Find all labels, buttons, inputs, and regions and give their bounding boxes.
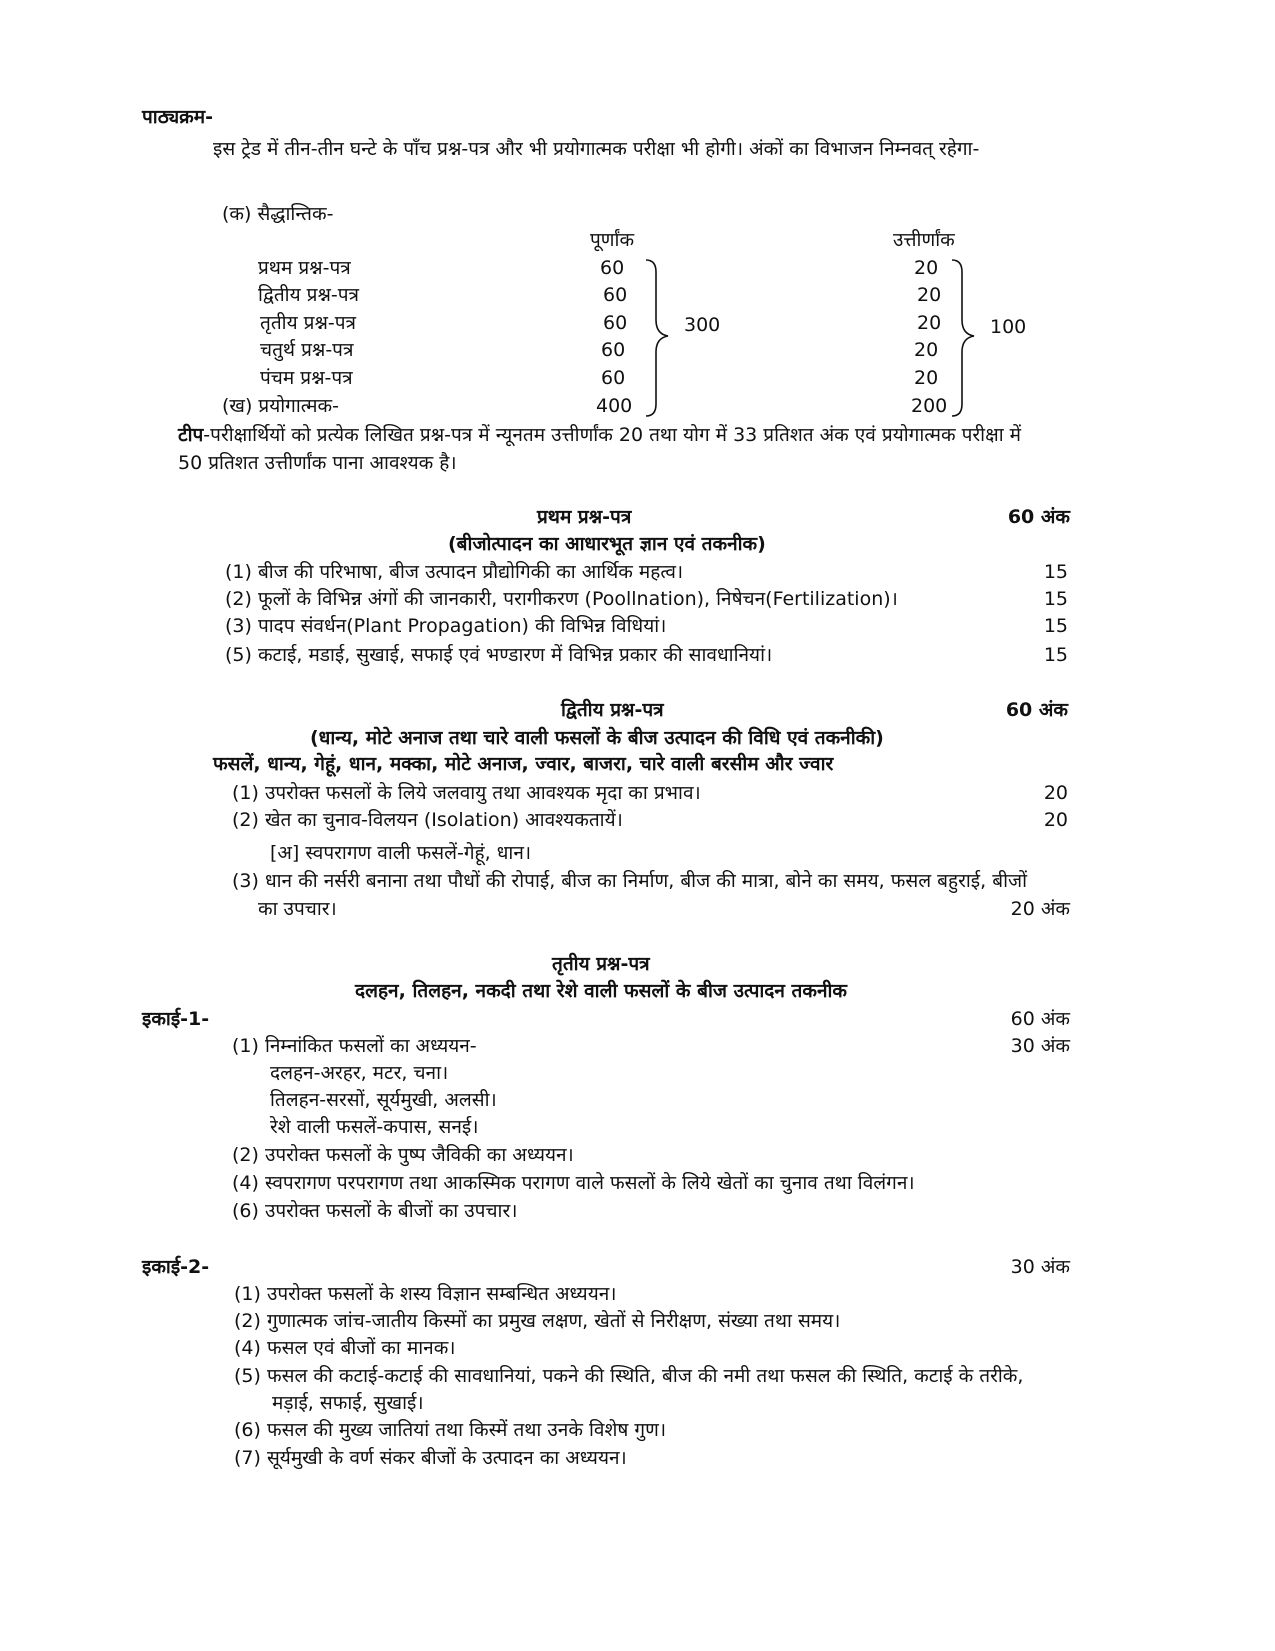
unit2-label: इकाई-2- bbox=[142, 1256, 210, 1278]
table-row-pass: 20 bbox=[917, 312, 942, 334]
intro-text: इस ट्रेड में तीन-तीन घन्टे के पाँच प्रश्न-पत्र और भी प्रयोगात्मक परीक्षा भी होगी। अंकों का विभाजन निम्नवत् रहेगा- bbox=[213, 138, 980, 160]
list-item: (3) पादप संवर्धन(Plant Propagation) की विभिन्न विधियां। bbox=[225, 615, 667, 637]
table-row-full: 60 bbox=[603, 284, 628, 306]
list-item: (4) स्वपरागण परपरागण तथा आकस्मिक परागण वाले फसलों के लिये खेतों का चुनाव तथा विलंगन। bbox=[232, 1172, 915, 1194]
list-item-continuation: का उपचार। bbox=[258, 898, 337, 920]
list-item: (6) उपरोक्त फसलों के बीजों का उपचार। bbox=[232, 1200, 518, 1222]
sub-item: दलहन-अरहर, मटर, चना। bbox=[270, 1062, 449, 1084]
list-item: (5) फसल की कटाई-कटाई की सावधानियां, पकने की स्थिति, बीज की नमी तथा फसल की स्थिति, कटाई के तरीके, bbox=[234, 1365, 1024, 1387]
list-item: (3) धान की नर्सरी बनाना तथा पौधों की रोपाई, बीज का निर्माण, बीज की मात्रा, बोने का समय, फसल बहुराई, बीजों bbox=[232, 870, 1028, 892]
item-marks: 15 bbox=[1043, 615, 1068, 637]
table-row-full: 60 bbox=[601, 367, 626, 389]
unit1-label: इकाई-1- bbox=[142, 1008, 210, 1030]
list-item: (1) निम्नांकित फसलों का अध्ययन- bbox=[232, 1035, 477, 1057]
right-brace-icon bbox=[950, 258, 980, 418]
item-marks: 30 अंक bbox=[1010, 1035, 1070, 1057]
full-marks-header: पूर्णांक bbox=[590, 229, 635, 251]
table-row-full: 400 bbox=[596, 395, 633, 417]
list-item: (6) फसल की मुख्य जातियां तथा किस्में तथा उनके विशेष गुण। bbox=[234, 1419, 667, 1441]
list-item-continuation: मड़ाई, सफाई, सुखाई। bbox=[272, 1392, 424, 1414]
list-item: (1) उपरोक्त फसलों के लिये जलवायु तथा आवश्यक मृदा का प्रभाव। bbox=[232, 782, 701, 804]
note-label: टीप bbox=[178, 424, 204, 446]
list-item: (2) खेत का चुनाव-विलयन (Isolation) आवश्यकतायें। bbox=[232, 809, 623, 831]
paper2-subtitle: (धान्य, मोटे अनाज तथा चारे वाली फसलों के बीज उत्पादन की विधि एवं तकनीकी) bbox=[310, 727, 884, 749]
table-row-label: प्रथम प्रश्न-पत्र bbox=[258, 257, 351, 279]
item-marks: 15 bbox=[1043, 644, 1068, 666]
sub-item: रेशे वाली फसलें-कपास, सनई। bbox=[270, 1116, 479, 1138]
table-row-label: तृतीय प्रश्न-पत्र bbox=[260, 312, 357, 334]
paper1-marks: 60 अंक bbox=[1007, 506, 1070, 528]
table-row-label: चतुर्थ प्रश्न-पत्र bbox=[260, 339, 354, 361]
table-row-label: द्वितीय प्रश्न-पत्र bbox=[258, 284, 360, 306]
syllabus-heading: पाठ्यक्रम- bbox=[142, 106, 214, 128]
sub-item: तिलहन-सरसों, सूर्यमुखी, अलसी। bbox=[270, 1089, 497, 1111]
paper3-title: तृतीय प्रश्न-पत्र bbox=[552, 953, 650, 975]
unit1-marks: 60 अंक bbox=[1010, 1008, 1070, 1030]
paper2-crops: फसलें, धान्य, गेहूं, धान, मक्का, मोटे अनाज, ज्वार, बाजरा, चारे वाली बरसीम और ज्वार bbox=[213, 753, 834, 775]
note-text: -परीक्षार्थियों को प्रत्येक लिखित प्रश्न-पत्र में न्यूनतम उत्तीर्णांक 20 तथा योग में 33 प्रतिशत अंक एवं प्रयोगात्मक परीक्षा में bbox=[203, 424, 1022, 446]
item-marks: 15 bbox=[1043, 588, 1068, 610]
note-line-1 bbox=[178, 423, 1021, 447]
list-item: (1) उपरोक्त फसलों के शस्य विज्ञान सम्बन्धित अध्ययन। bbox=[234, 1283, 617, 1305]
theory-section-label: (क) सैद्धान्तिक- bbox=[222, 203, 334, 225]
paper2-marks: 60 अंक bbox=[1005, 699, 1068, 721]
pass-marks-header: उत्तीर्णांक bbox=[893, 229, 955, 251]
table-row-pass: 20 bbox=[914, 257, 939, 279]
list-item: (5) कटाई, मडाई, सुखाई, सफाई एवं भण्डारण में विभिन्न प्रकार की सावधानियां। bbox=[225, 644, 773, 666]
table-row-pass: 20 bbox=[914, 339, 939, 361]
table-row-pass: 200 bbox=[911, 395, 948, 417]
table-row-full: 60 bbox=[600, 257, 625, 279]
list-item: (2) फूलों के विभिन्न अंगों की जानकारी, परागीकरण (Poollnation), निषेचन(Fertilization)। bbox=[225, 588, 898, 610]
table-row-full: 60 bbox=[603, 312, 628, 334]
right-brace-icon bbox=[644, 258, 674, 418]
note-line-2: 50 प्रतिशत उत्तीर्णांक पाना आवश्यक है। bbox=[178, 452, 457, 474]
item-marks: 20 अंक bbox=[1010, 898, 1070, 920]
total-pass-marks: 100 bbox=[990, 316, 1027, 338]
list-item: (4) फसल एवं बीजों का मानक। bbox=[234, 1337, 456, 1359]
list-item: (1) बीज की परिभाषा, बीज उत्पादन प्रौद्योगिकी का आर्थिक महत्व। bbox=[225, 561, 684, 583]
paper1-subtitle: (बीजोत्पादन का आधारभूत ज्ञान एवं तकनीक) bbox=[448, 533, 766, 555]
paper3-subtitle: दलहन, तिलहन, नकदी तथा रेशे वाली फसलों के बीज उत्पादन तकनीक bbox=[355, 980, 848, 1002]
item-marks: 20 bbox=[1043, 782, 1068, 804]
sub-item: [अ] स्वपरागण वाली फसलें-गेहूं, धान। bbox=[270, 842, 532, 864]
total-full-marks: 300 bbox=[684, 314, 721, 336]
table-row-pass: 20 bbox=[914, 367, 939, 389]
list-item: (7) सूर्यमुखी के वर्ण संकर बीजों के उत्पादन का अध्ययन। bbox=[234, 1447, 627, 1469]
table-row-label: पंचम प्रश्न-पत्र bbox=[260, 367, 353, 389]
item-marks: 15 bbox=[1043, 561, 1068, 583]
list-item: (2) उपरोक्त फसलों के पुष्प जैविकी का अध्ययन। bbox=[232, 1144, 574, 1166]
table-row-label: (ख) प्रयोगात्मक- bbox=[222, 395, 339, 417]
table-row-pass: 20 bbox=[917, 284, 942, 306]
table-row-full: 60 bbox=[601, 339, 626, 361]
paper2-title: द्वितीय प्रश्न-पत्र bbox=[561, 699, 664, 721]
paper1-title: प्रथम प्रश्न-पत्र bbox=[537, 506, 632, 528]
unit2-marks: 30 अंक bbox=[1010, 1256, 1070, 1278]
item-marks: 20 bbox=[1043, 809, 1068, 831]
list-item: (2) गुणात्मक जांच-जातीय किस्मों का प्रमुख लक्षण, खेतों से निरीक्षण, संख्या तथा समय। bbox=[234, 1310, 841, 1332]
